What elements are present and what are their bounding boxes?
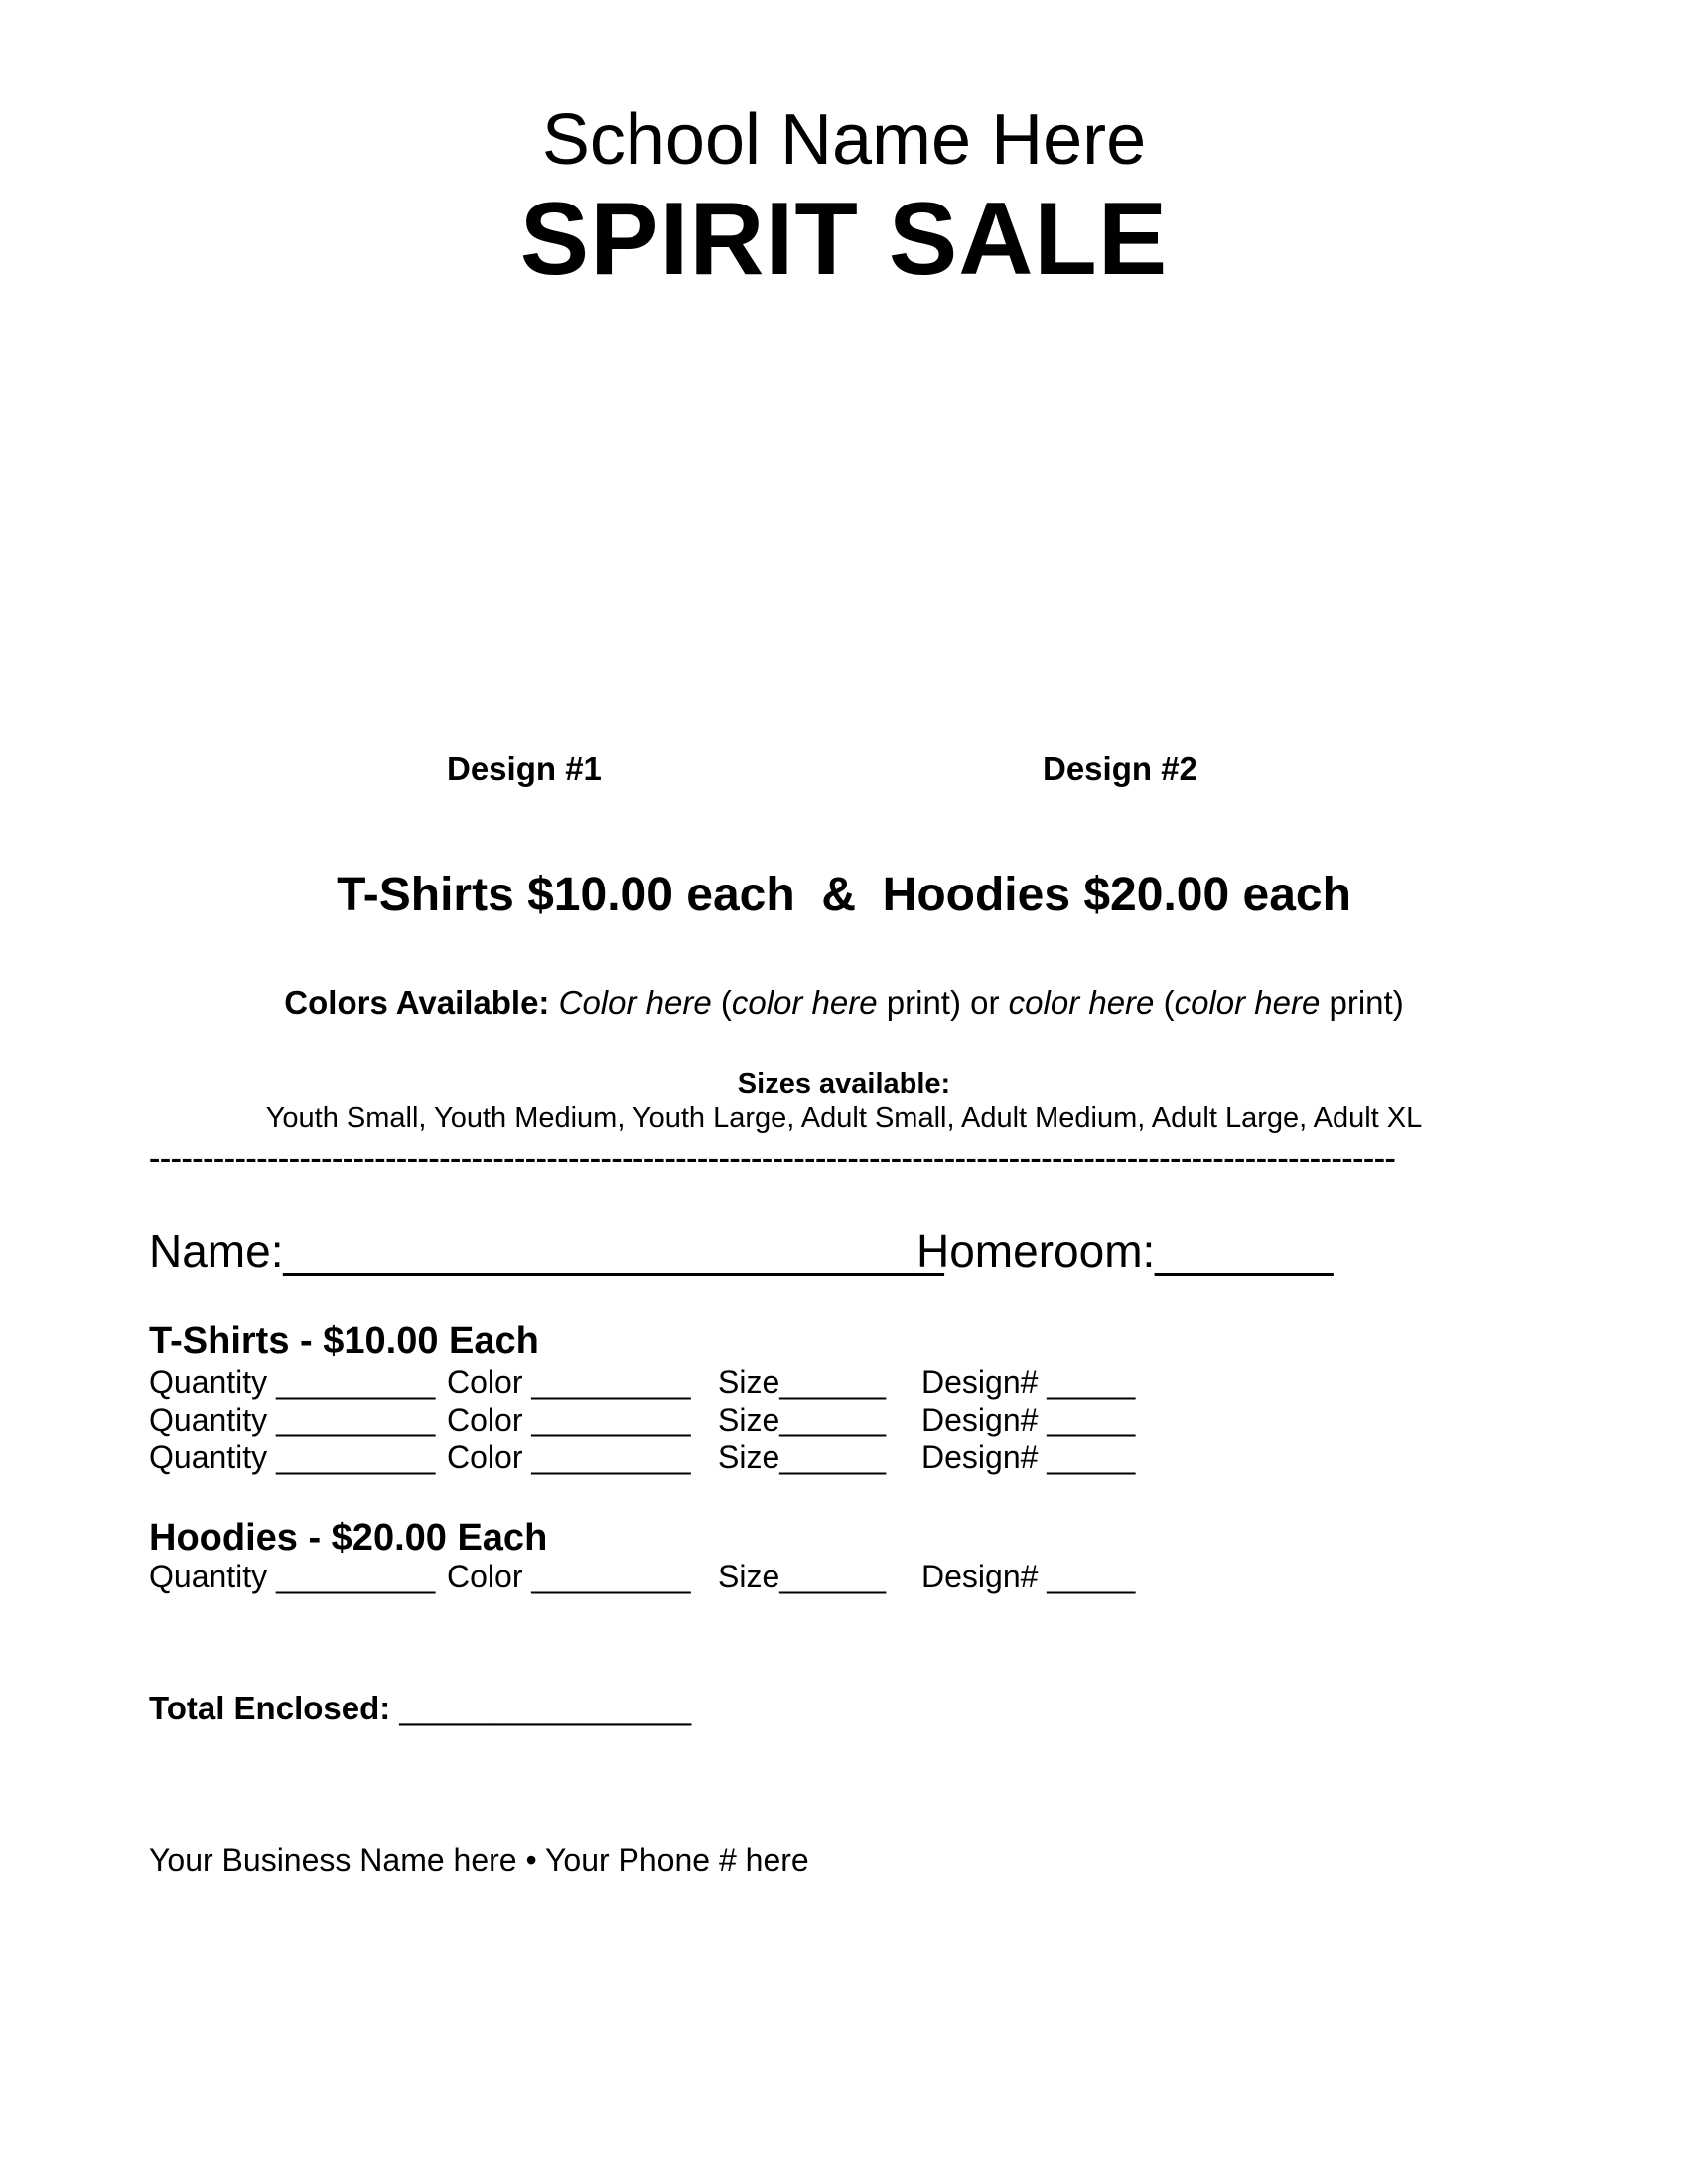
size-field[interactable]: Size______ (718, 1439, 887, 1475)
size-field[interactable]: Size______ (718, 1364, 887, 1400)
cut-line-divider: -------------------------------------------------------------------------------------------------------------------- (149, 1140, 1396, 1177)
color-option-1: Color here (558, 984, 712, 1021)
colors-label: Colors Available: (284, 984, 550, 1021)
name-field[interactable]: Name:__________________________ (149, 1225, 944, 1277)
design-number-field[interactable]: Design# _____ (921, 1559, 1136, 1594)
color-field[interactable]: Color _________ (447, 1559, 691, 1594)
tshirts-section-title: T-Shirts - $10.00 Each (149, 1320, 539, 1362)
quantity-field[interactable]: Quantity _________ (149, 1402, 436, 1437)
sizes-title: Sizes available: (737, 1068, 951, 1100)
quantity-field[interactable]: Quantity _________ (149, 1559, 436, 1594)
tshirt-order-row (149, 1439, 1142, 1477)
design-number-field[interactable]: Design# _____ (921, 1402, 1136, 1437)
design-1-label: Design #1 (447, 751, 602, 787)
total-enclosed-label: Total Enclosed: (149, 1690, 400, 1726)
colors-available: Colors Available: Color here (color here print) or color here (color here print) (284, 984, 1404, 1021)
color-field[interactable]: Color _________ (447, 1364, 691, 1400)
color-field[interactable]: Color _________ (447, 1439, 691, 1475)
hoodie-order-row (149, 1559, 1142, 1596)
total-enclosed (149, 1690, 691, 1727)
page-title: SPIRIT SALE (519, 182, 1169, 297)
business-footer: Your Business Name here • Your Phone # here (149, 1843, 809, 1878)
homeroom-field[interactable]: Homeroom:_______ (916, 1225, 1334, 1277)
design-number-field[interactable]: Design# _____ (921, 1439, 1136, 1475)
quantity-field[interactable]: Quantity _________ (149, 1364, 436, 1400)
hoodies-section-title: Hoodies - $20.00 Each (149, 1517, 548, 1559)
size-field[interactable]: Size______ (718, 1559, 887, 1594)
print-color-1: color here (731, 984, 878, 1021)
print-color-2: color here (1174, 984, 1321, 1021)
design-2-label: Design #2 (1043, 751, 1197, 787)
quantity-field[interactable]: Quantity _________ (149, 1439, 436, 1475)
tshirt-order-row (149, 1364, 1142, 1402)
color-field[interactable]: Color _________ (447, 1402, 691, 1437)
school-name: School Name Here (541, 100, 1147, 180)
pricing-line: T-Shirts $10.00 each & Hoodies $20.00 each (337, 869, 1351, 921)
tshirt-order-row (149, 1402, 1142, 1439)
design-number-field[interactable]: Design# _____ (921, 1364, 1136, 1400)
total-enclosed-field[interactable]: ________________ (399, 1690, 692, 1726)
sizes-list: Youth Small, Youth Medium, Youth Large, Adult Small, Adult Medium, Adult Large, Adult XL (265, 1102, 1423, 1134)
size-field[interactable]: Size______ (718, 1402, 887, 1437)
color-option-2: color here (1008, 984, 1155, 1021)
